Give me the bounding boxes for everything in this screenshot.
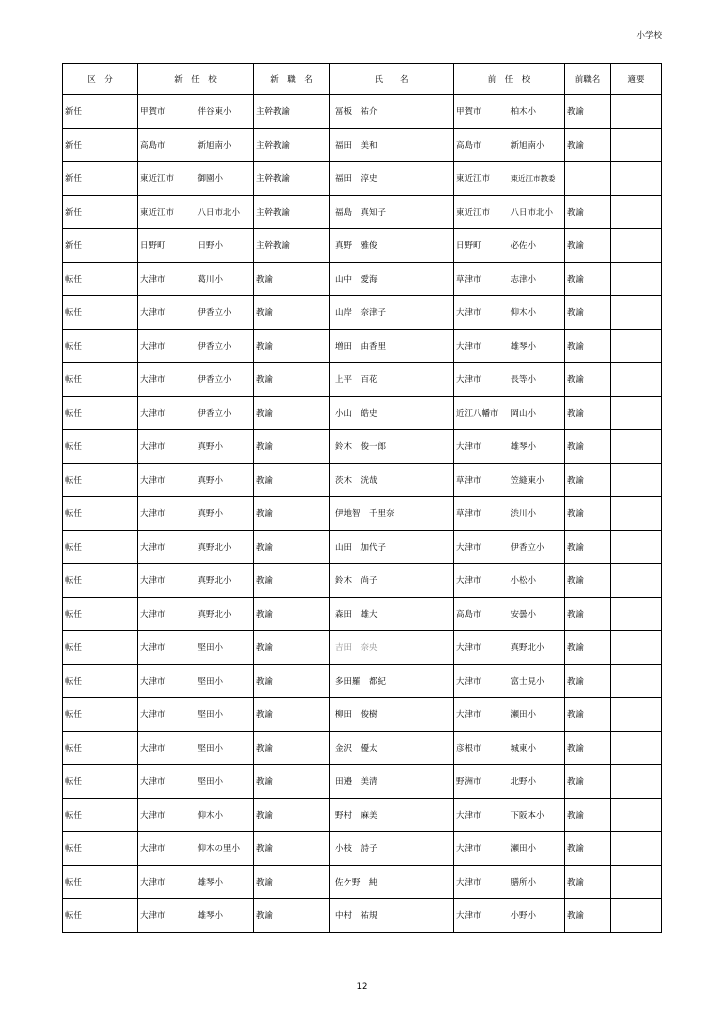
- cell-prev-school: 八日市北小: [509, 195, 565, 229]
- cell-remarks: [611, 463, 662, 497]
- cell-category: 転任: [63, 698, 138, 732]
- cell-new-municipality: 甲賀市: [138, 95, 196, 129]
- cell-new-school: 仰木の里小: [196, 832, 254, 866]
- cell-prev-position: 教諭: [565, 195, 611, 229]
- cell-new-municipality: 大津市: [138, 564, 196, 598]
- cell-prev-school: 城東小: [509, 731, 565, 765]
- cell-name: 福田 美和: [330, 128, 454, 162]
- cell-prev-position: 教諭: [565, 497, 611, 531]
- cell-prev-school: 岡山小: [509, 396, 565, 430]
- table-row: [63, 798, 662, 832]
- cell-remarks: [611, 363, 662, 397]
- cell-name: 中村 祐規: [330, 899, 454, 933]
- cell-new-school: 真野小: [196, 430, 254, 464]
- cell-name: 福島 真知子: [330, 195, 454, 229]
- cell-prev-municipality: 大津市: [454, 631, 509, 665]
- cell-new-school: 日野小: [196, 229, 254, 263]
- cell-category: 転任: [63, 497, 138, 531]
- table-row: [63, 430, 662, 464]
- table-row: [63, 363, 662, 397]
- cell-category: 転任: [63, 865, 138, 899]
- cell-name: 山中 愛海: [330, 262, 454, 296]
- cell-new-municipality: 大津市: [138, 262, 196, 296]
- cell-new-position: 主幹教諭: [254, 95, 330, 129]
- cell-new-position: 教諭: [254, 865, 330, 899]
- cell-new-position: 教諭: [254, 631, 330, 665]
- cell-name: 金沢 優太: [330, 731, 454, 765]
- cell-category: 転任: [63, 798, 138, 832]
- cell-new-municipality: 大津市: [138, 798, 196, 832]
- cell-new-school: 真野北小: [196, 530, 254, 564]
- cell-category: 新任: [63, 162, 138, 196]
- cell-name: 小枝 詩子: [330, 832, 454, 866]
- cell-prev-school: 渋川小: [509, 497, 565, 531]
- cell-prev-position: 教諭: [565, 128, 611, 162]
- table-row: [63, 229, 662, 263]
- cell-name: 小山 皓史: [330, 396, 454, 430]
- cell-remarks: [611, 128, 662, 162]
- cell-prev-school: 東近江市教委: [509, 162, 565, 196]
- cell-prev-municipality: 野洲市: [454, 765, 509, 799]
- cell-prev-municipality: 大津市: [454, 664, 509, 698]
- cell-new-school: 八日市北小: [196, 195, 254, 229]
- cell-new-school: 伊香立小: [196, 329, 254, 363]
- cell-category: 転任: [63, 631, 138, 665]
- table-header-row: [63, 64, 662, 95]
- cell-new-position: 教諭: [254, 396, 330, 430]
- cell-new-school: 真野北小: [196, 564, 254, 598]
- cell-new-position: 教諭: [254, 798, 330, 832]
- cell-category: 転任: [63, 296, 138, 330]
- cell-remarks: [611, 731, 662, 765]
- cell-new-school: 伴谷東小: [196, 95, 254, 129]
- cell-new-school: 堅田小: [196, 698, 254, 732]
- cell-prev-school: 真野北小: [509, 631, 565, 665]
- cell-prev-municipality: 大津市: [454, 564, 509, 598]
- personnel-table: [62, 63, 662, 933]
- cell-category: 転任: [63, 564, 138, 598]
- cell-name: 冨板 祐介: [330, 95, 454, 129]
- cell-prev-position: 教諭: [565, 631, 611, 665]
- header-remarks: 適要: [611, 64, 662, 95]
- cell-prev-municipality: 大津市: [454, 899, 509, 933]
- cell-new-school: 仰木小: [196, 798, 254, 832]
- table-row: [63, 765, 662, 799]
- cell-prev-school: 小松小: [509, 564, 565, 598]
- header-category: 区 分: [63, 64, 138, 95]
- cell-prev-municipality: 高島市: [454, 597, 509, 631]
- cell-prev-position: 教諭: [565, 798, 611, 832]
- cell-new-position: 教諭: [254, 430, 330, 464]
- cell-new-municipality: 東近江市: [138, 195, 196, 229]
- cell-new-municipality: 大津市: [138, 430, 196, 464]
- cell-category: 新任: [63, 95, 138, 129]
- cell-remarks: [611, 296, 662, 330]
- cell-prev-position: 教諭: [565, 899, 611, 933]
- cell-remarks: [611, 195, 662, 229]
- cell-prev-school: 笠縫東小: [509, 463, 565, 497]
- cell-category: 新任: [63, 128, 138, 162]
- cell-prev-position: 教諭: [565, 664, 611, 698]
- cell-prev-municipality: 大津市: [454, 430, 509, 464]
- table-row: [63, 329, 662, 363]
- cell-new-municipality: 大津市: [138, 899, 196, 933]
- table-row: [63, 865, 662, 899]
- cell-prev-school: 伊香立小: [509, 530, 565, 564]
- cell-prev-position: 教諭: [565, 262, 611, 296]
- cell-new-school: 伊香立小: [196, 363, 254, 397]
- cell-new-municipality: 大津市: [138, 463, 196, 497]
- table-row: [63, 899, 662, 933]
- cell-prev-position: 教諭: [565, 296, 611, 330]
- table-row: [63, 530, 662, 564]
- cell-prev-school: 膳所小: [509, 865, 565, 899]
- cell-prev-school: 瀬田小: [509, 832, 565, 866]
- cell-prev-school: 雄琴小: [509, 329, 565, 363]
- table-row: [63, 664, 662, 698]
- table-row: [63, 262, 662, 296]
- cell-new-position: 教諭: [254, 564, 330, 598]
- header-new-position: 新 職 名: [254, 64, 330, 95]
- cell-prev-municipality: 大津市: [454, 296, 509, 330]
- header-name: 氏 名: [330, 64, 454, 95]
- cell-prev-school: 必佐小: [509, 229, 565, 263]
- cell-new-school: 伊香立小: [196, 396, 254, 430]
- cell-prev-position: 教諭: [565, 865, 611, 899]
- cell-category: 新任: [63, 195, 138, 229]
- cell-remarks: [611, 899, 662, 933]
- cell-prev-position: 教諭: [565, 229, 611, 263]
- cell-new-position: 教諭: [254, 262, 330, 296]
- cell-new-position: 教諭: [254, 597, 330, 631]
- cell-name: 田邉 美清: [330, 765, 454, 799]
- cell-category: 転任: [63, 765, 138, 799]
- cell-prev-municipality: 大津市: [454, 832, 509, 866]
- cell-name: 山岸 奈津子: [330, 296, 454, 330]
- table-row: [63, 698, 662, 732]
- cell-new-position: 教諭: [254, 765, 330, 799]
- cell-new-position: 教諭: [254, 664, 330, 698]
- cell-name: 佐ケ野 純: [330, 865, 454, 899]
- cell-prev-position: 教諭: [565, 564, 611, 598]
- cell-category: 転任: [63, 396, 138, 430]
- cell-prev-municipality: 日野町: [454, 229, 509, 263]
- cell-new-municipality: 大津市: [138, 865, 196, 899]
- table-row: [63, 463, 662, 497]
- cell-prev-municipality: 大津市: [454, 530, 509, 564]
- cell-prev-school: 志津小: [509, 262, 565, 296]
- cell-new-municipality: 大津市: [138, 497, 196, 531]
- cell-new-municipality: 大津市: [138, 296, 196, 330]
- cell-remarks: [611, 865, 662, 899]
- cell-new-school: 堅田小: [196, 631, 254, 665]
- cell-remarks: [611, 631, 662, 665]
- cell-prev-position: 教諭: [565, 731, 611, 765]
- cell-remarks: [611, 530, 662, 564]
- table-row: [63, 95, 662, 129]
- cell-remarks: [611, 597, 662, 631]
- cell-prev-school: 小野小: [509, 899, 565, 933]
- cell-category: 転任: [63, 262, 138, 296]
- cell-prev-municipality: 大津市: [454, 798, 509, 832]
- cell-category: 転任: [63, 329, 138, 363]
- cell-category: 転任: [63, 832, 138, 866]
- cell-prev-municipality: 大津市: [454, 865, 509, 899]
- header-new-school: 新 任 校: [138, 64, 254, 95]
- table-row: [63, 128, 662, 162]
- cell-prev-school: 新旭南小: [509, 128, 565, 162]
- cell-prev-school: 北野小: [509, 765, 565, 799]
- table-row: [63, 195, 662, 229]
- cell-category: 転任: [63, 430, 138, 464]
- cell-new-school: 真野北小: [196, 597, 254, 631]
- cell-prev-municipality: 草津市: [454, 463, 509, 497]
- cell-new-school: 葛川小: [196, 262, 254, 296]
- cell-name: 山田 加代子: [330, 530, 454, 564]
- cell-name: 柳田 俊樹: [330, 698, 454, 732]
- cell-new-school: 堅田小: [196, 765, 254, 799]
- cell-prev-school: 富士見小: [509, 664, 565, 698]
- cell-prev-position: 教諭: [565, 363, 611, 397]
- cell-new-municipality: 大津市: [138, 832, 196, 866]
- cell-new-position: 教諭: [254, 731, 330, 765]
- cell-remarks: [611, 329, 662, 363]
- cell-prev-municipality: 大津市: [454, 363, 509, 397]
- cell-remarks: [611, 229, 662, 263]
- table-row: [63, 497, 662, 531]
- cell-remarks: [611, 564, 662, 598]
- cell-new-municipality: 大津市: [138, 698, 196, 732]
- cell-name: 上平 百花: [330, 363, 454, 397]
- cell-new-position: 教諭: [254, 296, 330, 330]
- cell-new-position: 教諭: [254, 363, 330, 397]
- cell-prev-municipality: 大津市: [454, 329, 509, 363]
- cell-prev-position: 教諭: [565, 329, 611, 363]
- cell-category: 転任: [63, 463, 138, 497]
- header-prev-school: 前 任 校: [454, 64, 565, 95]
- cell-category: 転任: [63, 664, 138, 698]
- cell-new-municipality: 大津市: [138, 631, 196, 665]
- cell-new-position: 教諭: [254, 899, 330, 933]
- table-row: [63, 564, 662, 598]
- cell-new-position: 教諭: [254, 497, 330, 531]
- cell-new-school: 堅田小: [196, 731, 254, 765]
- cell-prev-school: 安曇小: [509, 597, 565, 631]
- cell-prev-position: 教諭: [565, 463, 611, 497]
- cell-prev-municipality: 東近江市: [454, 195, 509, 229]
- cell-name: 吉田 奈央: [330, 631, 454, 665]
- cell-new-school: 真野小: [196, 497, 254, 531]
- cell-name: 野村 麻美: [330, 798, 454, 832]
- cell-new-municipality: 大津市: [138, 731, 196, 765]
- cell-new-position: 主幹教諭: [254, 195, 330, 229]
- page-number: 12: [356, 982, 368, 992]
- cell-remarks: [611, 765, 662, 799]
- cell-new-municipality: 大津市: [138, 530, 196, 564]
- cell-new-school: 雄琴小: [196, 865, 254, 899]
- cell-prev-municipality: 草津市: [454, 262, 509, 296]
- table-row: [63, 296, 662, 330]
- cell-new-position: 主幹教諭: [254, 162, 330, 196]
- cell-name: 多田羅 都紀: [330, 664, 454, 698]
- cell-new-municipality: 大津市: [138, 765, 196, 799]
- cell-name: 森田 雄大: [330, 597, 454, 631]
- cell-new-position: 主幹教諭: [254, 128, 330, 162]
- table-row: [63, 162, 662, 196]
- cell-name: 真野 雅俊: [330, 229, 454, 263]
- cell-new-position: 教諭: [254, 832, 330, 866]
- cell-new-school: 伊香立小: [196, 296, 254, 330]
- cell-prev-school: 雄琴小: [509, 430, 565, 464]
- cell-remarks: [611, 162, 662, 196]
- cell-new-municipality: 日野町: [138, 229, 196, 263]
- cell-prev-municipality: 草津市: [454, 497, 509, 531]
- cell-remarks: [611, 396, 662, 430]
- cell-remarks: [611, 664, 662, 698]
- cell-name: 鈴木 俊一郎: [330, 430, 454, 464]
- cell-prev-position: 教諭: [565, 396, 611, 430]
- cell-new-municipality: 大津市: [138, 329, 196, 363]
- cell-name: 鈴木 尚子: [330, 564, 454, 598]
- cell-new-municipality: 高島市: [138, 128, 196, 162]
- cell-prev-municipality: 高島市: [454, 128, 509, 162]
- cell-new-school: 新旭南小: [196, 128, 254, 162]
- cell-prev-school: 下阪本小: [509, 798, 565, 832]
- cell-new-municipality: 大津市: [138, 597, 196, 631]
- cell-prev-school: 柏木小: [509, 95, 565, 129]
- cell-category: 転任: [63, 731, 138, 765]
- cell-prev-position: 教諭: [565, 698, 611, 732]
- cell-prev-position: 教諭: [565, 530, 611, 564]
- cell-category: 新任: [63, 229, 138, 263]
- cell-new-school: 御園小: [196, 162, 254, 196]
- cell-new-school: 堅田小: [196, 664, 254, 698]
- cell-remarks: [611, 262, 662, 296]
- cell-name: 茨木 洸哉: [330, 463, 454, 497]
- table-row: [63, 832, 662, 866]
- cell-prev-municipality: 彦根市: [454, 731, 509, 765]
- cell-remarks: [611, 497, 662, 531]
- table-row: [63, 597, 662, 631]
- cell-prev-municipality: 近江八幡市: [454, 396, 509, 430]
- cell-remarks: [611, 430, 662, 464]
- cell-name: 伊地智 千里奈: [330, 497, 454, 531]
- cell-prev-school: 長等小: [509, 363, 565, 397]
- cell-remarks: [611, 698, 662, 732]
- cell-category: 転任: [63, 597, 138, 631]
- table-row: [63, 631, 662, 665]
- cell-category: 転任: [63, 363, 138, 397]
- header-prev-position: 前職名: [565, 64, 611, 95]
- cell-prev-position: 教諭: [565, 765, 611, 799]
- cell-new-position: 教諭: [254, 698, 330, 732]
- cell-prev-position: 教諭: [565, 430, 611, 464]
- cell-prev-municipality: 東近江市: [454, 162, 509, 196]
- cell-new-municipality: 大津市: [138, 664, 196, 698]
- cell-prev-position: 教諭: [565, 832, 611, 866]
- cell-remarks: [611, 832, 662, 866]
- cell-prev-school: 仰木小: [509, 296, 565, 330]
- cell-new-position: 教諭: [254, 329, 330, 363]
- cell-prev-position: [565, 162, 611, 196]
- table-row: [63, 396, 662, 430]
- cell-prev-position: 教諭: [565, 597, 611, 631]
- cell-new-school: 雄琴小: [196, 899, 254, 933]
- cell-remarks: [611, 95, 662, 129]
- cell-new-municipality: 大津市: [138, 396, 196, 430]
- section-label: 小学校: [636, 31, 662, 41]
- table-row: [63, 731, 662, 765]
- cell-category: 転任: [63, 899, 138, 933]
- cell-new-position: 教諭: [254, 530, 330, 564]
- cell-new-position: 主幹教諭: [254, 229, 330, 263]
- cell-new-school: 真野小: [196, 463, 254, 497]
- cell-prev-position: 教諭: [565, 95, 611, 129]
- cell-new-municipality: 東近江市: [138, 162, 196, 196]
- cell-new-position: 教諭: [254, 463, 330, 497]
- cell-name: 福田 淳史: [330, 162, 454, 196]
- cell-prev-municipality: 甲賀市: [454, 95, 509, 129]
- cell-prev-school: 瀬田小: [509, 698, 565, 732]
- cell-prev-municipality: 大津市: [454, 698, 509, 732]
- cell-new-municipality: 大津市: [138, 363, 196, 397]
- table-body: [63, 95, 662, 933]
- cell-category: 転任: [63, 530, 138, 564]
- cell-name: 増田 由香里: [330, 329, 454, 363]
- cell-remarks: [611, 798, 662, 832]
